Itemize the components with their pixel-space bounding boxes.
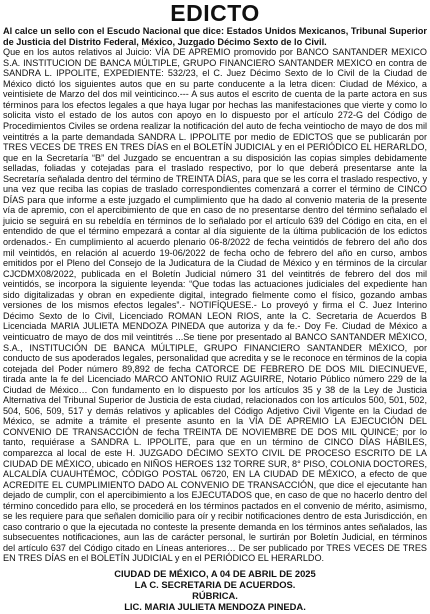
signature-rubric: RÚBRICA. [192,589,238,601]
signature-place-date: CIUDAD DE MÉXICO, A 04 DE ABRIL DE 2025 [114,567,316,579]
signature-role: LA C. SECRETARIA DE ACUERDOS. [134,578,296,590]
edict-title: EDICTO [170,0,260,26]
signature-name: LIC. MARIA JULIETA MENDOZA PINEDA. [124,600,306,612]
signature-block [3,568,427,612]
edict-body-text: Que en los autos relativos al Juicio: VÍA DE APREMIO promovido por BANCO SANTANDER MEXICO S.A. INSTITUCION DE BANCA MÚLTIPLE, GRUPO FINANCIERO SANTANDER MEXICO en contra de SANDRA L. IPPOLITE, EXPEDIENTE: 532/23, el C. Juez Décimo Sexto de lo Civil de la Ciudad de México dictó los siguientes autos que en su parte conducente a la letra dicen: Ciudad de México, a veintisiete de Marzo del dos mil veinticinco.--- A sus autos el escrito de cuenta de la parte actora en sus términos para los efectos legales a que haya lugar por hechas las manifestaciones que vierte y como lo solicita visto el estado de los autos con apoyo en lo dispuesto por el artículo 272-G del Código de Procedimientos Civiles se ordena realizar la notificación del auto de fecha veintiocho de mayo de dos mil veintitrés a la parte demandada SANDRA L. IPPOLITE por medio de EDICTOS que se publicarán por TRES VECES DE TRES EN TRES DÍAS en el BOLETÍN JUDICIAL y en el PERIÓDICO EL HERARLDO, que en la Secretaría “B” del Juzgado se encuentran a su disposición las copias simples debidamente selladas, foliadas y cotejadas para el traslado respectivo, por lo que deberá presentarse ante la Secretaría señalada dentro del término de TREINTA DÍAS, para que se les corra el traslado respectivo, y una vez que reciba las copias de traslado correspondientes comenzará a correr el término de CINCO DÍAS para que informe a este juzgado el cumplimiento que ha dado al convenio materia de la presente vía de apremio, con el apercibimiento de que en caso de no presentarse dentro del término señalado el juicio se seguirá en su rebeldía en términos de lo señalado por el artículo 639 del Código en cita, en el entendido de que el término empezará a contar al día siguiente de la última publicación de los edictos ordenados.- En cumplimiento al acuerdo plenario 06-8/2022 de fecha veintidós de febrero del año dos mil veintidós, en relación al acuerdo 19-06/2022 de fecha ocho de febrero del año en curso, ambos emitidos por el Pleno del Consejo de la Judicatura de la Ciudad de México y en términos de la circular CJCDMX08/2022, publicada en el Boletín Judicial número 31 del veintitrés de febrero del dos mil veintidós, se incorpora la siguiente leyenda: “Que todas las actuaciones judiciales del expediente han sido digitalizadas y obran en expediente digital, integrado fielmente como el físico, gozando ambas versiones de los mismos efectos legales”.- NOTIFÍQUESE.- Lo proveyó y firma el C. Juez Interino Décimo Sexto de lo Civil, Licenciado ROMAN LEON RIOS, ante la C. Secretaria de Acuerdos B Licenciada MARIA JULIETA MENDOZA PINEDA que autoriza y da fe.- Doy Fe. Ciudad de México a veinticuatro de mayo de dos mil veintitrés ...Se tiene por presentado al BANCO SANTANDER MÉXICO, S.A., INSTITUCIÓN DE BANCA MÚLTIPLE, GRUPO FINANCIERO SANTANDER MÉXICO, por conducto de sus apoderados legales, personalidad que acredita y se le reconoce en términos de la copia cotejada del Poder número 89,892 de fecha CATORCE DE FEBRERO DE DOS MIL DIECINUEVE, tirada ante la fe del Licenciado MARCO ANTONIO RUIZ AGUIRRE, Notario Público número 229 de la Ciudad de México… Con fundamento en lo dispuesto por los artículos 35 y 38 de la Ley de Justicia Alternativa del Tribunal Superior de Justicia de esta ciudad, relacionados con los artículos 500, 501, 502, 504, 506, 509, 517 y demás relativos y aplicables del Código Adjetivo Civil Vigente en la Ciudad de México, se admite a trámite el presente asunto en la VÍA DE APREMIO LA EJECUCIÓN DEL CONVENIO DE TRANSACCIÓN de fecha TREINTA DE NOVIEMBRE DE DOS MIL QUINCE; por lo tanto, requiérase a SANDRA L. IPPOLITE, para que en un término de CINCO DÍAS HÁBILES, comparezca al local de este H. JUZGADO DÉCIMO SEXTO CIVIL DE PROCESO ESCRITO DE LA CIUDAD DE MÉXICO, ubicado en NIÑOS HEROES 132 TORRE SUR, 8° PISO, COLONIA DOCTORES, ALCALDÍA CUAUHTÉMOC, CÓDIGO POSTAL 06720, EN LA CIUDAD DE MÉXICO, a efecto de que ACREDITE EL CUMPLIMIENTO DADO AL CONVENIO DE TRANSACCIÓN, que dice el ejecutante han dejado de cumplir, con el apercibimiento a los EJECUTADOS que, en caso de que no hacerlo dentro del término concedido para ello, se procederá en los términos pactados en el convenio de mérito, asimismo, se les requiere para que señalen domicilio para oír y recibir notificaciones dentro de esta Jurisdicción, en caso contrario o que la ejecutada no conteste la presente demanda en los términos antes señalados, las subsecuentes notificaciones, aun las de carácter personal, le surtirán por Boletín Judicial, en términos del artículo 637 del Código citado en Líneas anteriores… De ser publicado por TRES VECES DE TRES EN TRES DÍAS en el BOLETÍN JUDICIAL y en el PERIÓDICO EL HERARLDO. [3,47,427,564]
seal-intro-paragraph: Al calce un sello con el Escudo Nacional que dice: Estados Unidos Mexicanos, Tribunal Superior de Justicia del Distrito Federal, México, Juzgado Décimo Sexto de lo Civil. [3,26,427,47]
